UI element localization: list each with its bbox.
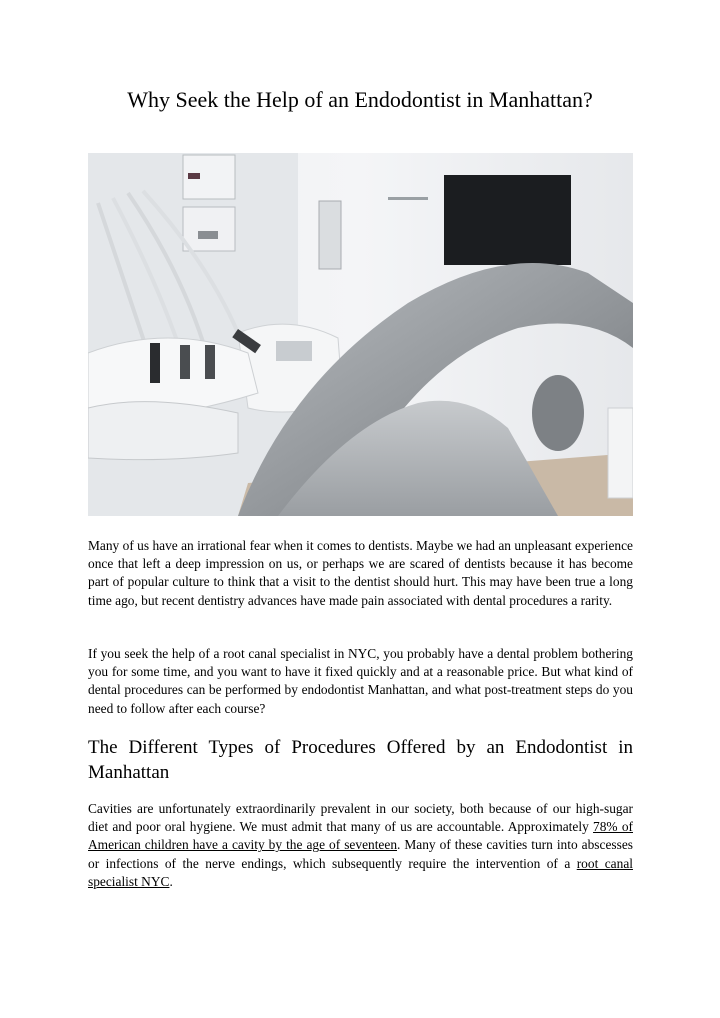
cavities-paragraph [88,800,633,891]
dental-office-photo [88,153,633,516]
cavities-text-2: . Many of these cavities turn into abscesses or infections of the nerve endings, which subsequently require the intervention of a [88,837,633,871]
cavities-text-3: . [169,873,173,889]
intro-paragraph: Many of us have an irrational fear when it comes to dentists. Maybe we had an unpleasant experience once that left a deep impression on us, or perhaps we are scared of dentists because it has become part of popular culture to think that a visit to the dentist should hurt. This may have been true a long time ago, but recent dentistry advances have made pain associated with dental procedures a rarity. [88,538,633,608]
root-canal-specialist-link[interactable]: root canal specialist NYC [88,855,633,889]
section-heading: The Different Types of Procedures Offered by an Endodontist in Manhattan [88,737,633,783]
cavity-statistic-link[interactable]: 78% of American children have a cavity by the age of seventeen [88,819,633,853]
page-title: Why Seek the Help of an Endodontist in Manhattan? [127,87,593,112]
second-paragraph: If you seek the help of a root canal specialist in NYC, you probably have a dental problem bothering you for some time, and you want to have it fixed quickly and at a reasonable price. But what kind of dental procedures can be performed by endodontist Manhattan, and what post-treatment steps do you need to follow after each course? [88,646,633,716]
cavities-text-1: Cavities are unfortunately extraordinarily prevalent in our society, both because of our high-sugar diet and poor oral hygiene. We must admit that many of us are accountable. Approximately [88,801,633,835]
